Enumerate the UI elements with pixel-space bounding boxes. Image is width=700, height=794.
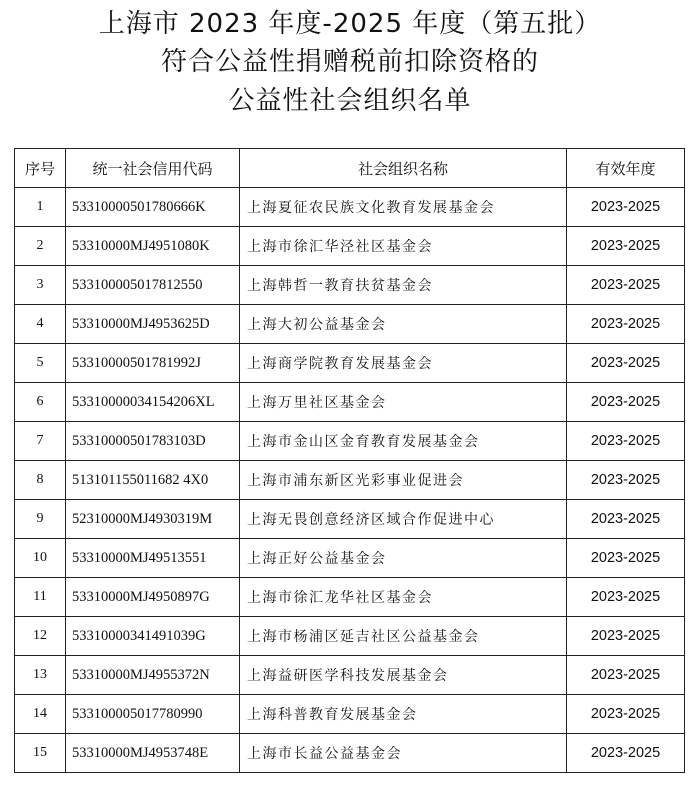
row-serial-number: 11 [15,578,66,617]
row-serial-number: 6 [15,383,66,422]
row-credit-code: 533100005017780990 [66,695,240,734]
row-credit-code: 53310000MJ49513551 [66,539,240,578]
header-valid-years: 有效年度 [567,149,685,188]
row-valid-years: 2023-2025 [567,188,685,227]
row-credit-code: 52310000MJ4930319M [66,500,240,539]
organization-table [14,148,685,773]
row-serial-number: 5 [15,344,66,383]
row-organization-name: 上海市杨浦区延吉社区公益基金会 [240,617,567,656]
row-valid-years: 2023-2025 [567,578,685,617]
row-credit-code: 513101155011682 4X0 [66,461,240,500]
table-row [15,266,685,305]
row-serial-number: 12 [15,617,66,656]
table-row [15,188,685,227]
row-credit-code: 53310000034154206XL [66,383,240,422]
row-credit-code: 53310000MJ4953625D [66,305,240,344]
table-row [15,227,685,266]
row-organization-name: 上海科普教育发展基金会 [240,695,567,734]
table-row [15,344,685,383]
table-row [15,383,685,422]
row-organization-name: 上海市徐汇龙华社区基金会 [240,578,567,617]
title-line-3: 公益性社会组织名单 [228,86,472,116]
row-serial-number: 13 [15,656,66,695]
table-row [15,656,685,695]
row-credit-code: 53310000341491039G [66,617,240,656]
row-serial-number: 2 [15,227,66,266]
row-organization-name: 上海商学院教育发展基金会 [240,344,567,383]
row-credit-code: 53310000MJ4955372N [66,656,240,695]
row-organization-name: 上海市浦东新区光彩事业促进会 [240,461,567,500]
row-valid-years: 2023-2025 [567,734,685,773]
table-row [15,461,685,500]
row-serial-number: 8 [15,461,66,500]
row-valid-years: 2023-2025 [567,461,685,500]
row-serial-number: 9 [15,500,66,539]
row-valid-years: 2023-2025 [567,305,685,344]
title-line-2: 符合公益性捐赠税前扣除资格的 [160,47,539,77]
row-credit-code: 533100005017812550 [66,266,240,305]
row-organization-name: 上海益研医学科技发展基金会 [240,656,567,695]
row-serial-number: 15 [15,734,66,773]
row-valid-years: 2023-2025 [567,422,685,461]
row-serial-number: 3 [15,266,66,305]
row-serial-number: 4 [15,305,66,344]
row-organization-name: 上海市金山区金育教育发展基金会 [240,422,567,461]
table-row [15,539,685,578]
table-row [15,695,685,734]
row-organization-name: 上海万里社区基金会 [240,383,567,422]
table-row [15,422,685,461]
table-row [15,578,685,617]
row-credit-code: 53310000MJ4951080K [66,227,240,266]
row-organization-name: 上海夏征农民族文化教育发展基金会 [240,188,567,227]
header-serial-number: 序号 [15,149,66,188]
row-valid-years: 2023-2025 [567,500,685,539]
row-valid-years: 2023-2025 [567,266,685,305]
table-body [15,188,685,773]
table-row [15,500,685,539]
row-credit-code: 53310000MJ4953748E [66,734,240,773]
row-credit-code: 53310000501780666K [66,188,240,227]
row-serial-number: 10 [15,539,66,578]
table-header-row [15,149,685,188]
row-organization-name: 上海正好公益基金会 [240,539,567,578]
row-credit-code: 53310000501783103D [66,422,240,461]
row-organization-name: 上海大初公益基金会 [240,305,567,344]
row-valid-years: 2023-2025 [567,227,685,266]
row-organization-name: 上海韩哲一教育扶贫基金会 [240,266,567,305]
row-valid-years: 2023-2025 [567,695,685,734]
title-line-1: 上海市 2023 年度-2025 年度（第五批） [98,9,602,39]
header-organization-name: 社会组织名称 [240,149,567,188]
row-organization-name: 上海市徐汇华泾社区基金会 [240,227,567,266]
row-valid-years: 2023-2025 [567,539,685,578]
row-serial-number: 14 [15,695,66,734]
row-valid-years: 2023-2025 [567,383,685,422]
row-valid-years: 2023-2025 [567,617,685,656]
row-valid-years: 2023-2025 [567,656,685,695]
table-row [15,305,685,344]
row-organization-name: 上海无畏创意经济区域合作促进中心 [240,500,567,539]
row-credit-code: 53310000501781992J [66,344,240,383]
header-credit-code: 统一社会信用代码 [66,149,240,188]
row-credit-code: 53310000MJ4950897G [66,578,240,617]
row-serial-number: 7 [15,422,66,461]
row-serial-number: 1 [15,188,66,227]
document-title [0,6,700,120]
row-organization-name: 上海市长益公益基金会 [240,734,567,773]
row-valid-years: 2023-2025 [567,344,685,383]
table-row [15,617,685,656]
table-row [15,734,685,773]
